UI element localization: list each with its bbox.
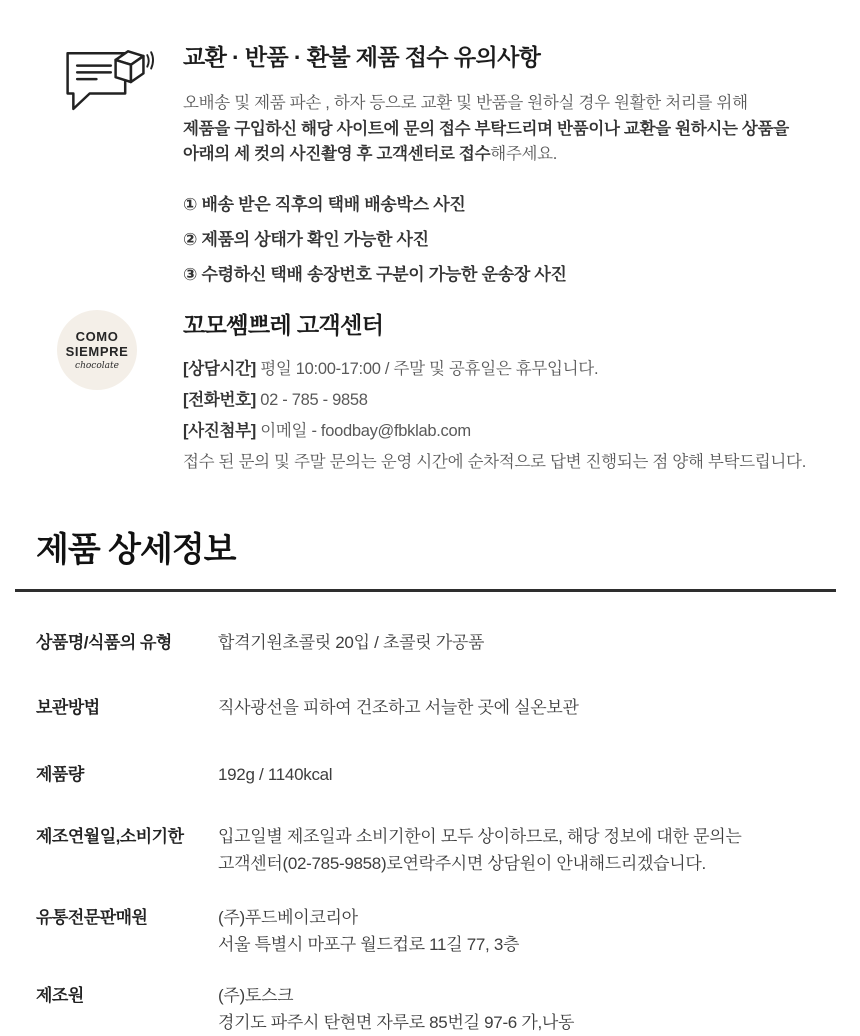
notice-text-column — [183, 42, 830, 300]
notice-line-2: 제품을 구입하신 해당 사이트에 문의 접수 부탁드리며 반품이나 교환을 원하시는 상품을 — [183, 119, 789, 138]
detail-label: 보관방법 — [36, 697, 100, 717]
detail-value-line: 경기도 파주시 탄현면 자루로 85번길 97-6 가,나동 — [218, 1012, 575, 1032]
section-divider — [15, 589, 836, 592]
details-heading: 제품 상세정보 — [36, 530, 236, 569]
brand-logo — [57, 310, 137, 390]
notice-line-3-rest: 해주세요. — [490, 145, 558, 163]
notice-step-2: ② 제품의 상태가 확인 가능한 사진 — [183, 229, 429, 249]
customer-center-text-column — [183, 310, 830, 478]
notice-icon-column — [58, 42, 183, 300]
support-email-label: [사진첨부] — [183, 421, 256, 440]
support-note: 접수 된 문의 및 주말 문의는 운영 시간에 순차적으로 답변 진행되는 점 양해 부탁드립니다. — [183, 452, 806, 471]
notice-section — [0, 0, 860, 300]
detail-value-line: 서울 특별시 마포구 월드컵로 11길 77, 3층 — [218, 934, 520, 954]
detail-label: 제조원 — [36, 985, 84, 1005]
product-details-section — [0, 530, 860, 1036]
detail-value-line: (주)푸드베이코리아 — [218, 907, 358, 927]
detail-value-line: 입고일별 제조일과 소비기한이 모두 상이하므로, 해당 정보에 대한 문의는 — [218, 826, 742, 846]
detail-value-line: 합격기원초콜릿 20입 / 초콜릿 가공품 — [218, 632, 485, 652]
customer-center-section — [0, 300, 860, 478]
notice-line-3-bold: 아래의 세 컷의 사진촬영 후 고객센터로 접수 — [183, 145, 491, 163]
detail-label: 제조연월일,소비기한 — [36, 826, 184, 846]
detail-value — [218, 629, 832, 656]
detail-value — [218, 761, 832, 788]
notice-line-1: 오배송 및 제품 파손 , 하자 등으로 교환 및 반품을 원하실 경우 원활한 처리를 위해 — [183, 94, 748, 112]
detail-value — [218, 904, 832, 958]
notice-step-3: ③ 수령하신 택배 송장번호 구분이 가능한 운송장 사진 — [183, 264, 567, 284]
support-email-row — [183, 416, 830, 447]
detail-value — [218, 982, 832, 1036]
brand-logo-word-1: COMO — [75, 328, 119, 344]
detail-value — [218, 823, 832, 877]
support-phone-text: 02 - 785 - 9858 — [255, 390, 368, 409]
detail-label: 제품량 — [36, 764, 84, 784]
brand-logo-word-2: SIEMPRE — [65, 343, 129, 359]
notice-steps-list — [183, 195, 830, 285]
customer-center-rows — [183, 354, 830, 478]
detail-row-manufacturer — [36, 982, 832, 1036]
details-table — [36, 629, 832, 1036]
detail-value-line: 192g / 1140kcal — [218, 764, 333, 784]
detail-row-amount — [36, 761, 832, 788]
detail-row-storage — [36, 694, 832, 721]
notice-paragraph — [183, 91, 830, 168]
notice-heading: 교환 · 반품 · 환불 제품 접수 유의사항 — [183, 44, 541, 70]
support-phone-row — [183, 385, 830, 416]
support-email-text: 이메일 - foodbay@fbklab.com — [255, 421, 471, 440]
detail-value-line: 직사광선을 피하여 건조하고 서늘한 곳에 실온보관 — [218, 697, 579, 717]
detail-row-product-name — [36, 629, 832, 656]
detail-row-expiry — [36, 823, 832, 877]
detail-value-line: 고객센터(02-785-9858)로연락주시면 상담원이 안내해드리겠습니다. — [218, 853, 706, 873]
detail-value — [218, 694, 832, 721]
support-hours-row — [183, 354, 830, 385]
brand-logo-script: chocolate — [75, 360, 119, 371]
detail-row-distributor — [36, 904, 832, 958]
support-hours-label: [상담시간] — [183, 359, 256, 378]
support-phone-label: [전화번호] — [183, 390, 256, 409]
detail-value-line: (주)토스크 — [218, 985, 294, 1005]
customer-center-heading: 꼬모쎔쁘레 고객센터 — [183, 311, 384, 338]
support-hours-text: 평일 10:00-17:00 / 주말 및 공휴일은 휴무입니다. — [255, 359, 599, 378]
notice-step-1: ① 배송 받은 직후의 택배 배송박스 사진 — [183, 194, 466, 214]
detail-label: 상품명/식품의 유형 — [36, 632, 172, 652]
brand-logo-column — [57, 310, 183, 478]
package-chat-icon — [58, 44, 154, 120]
detail-label: 유통전문판매원 — [36, 907, 148, 927]
